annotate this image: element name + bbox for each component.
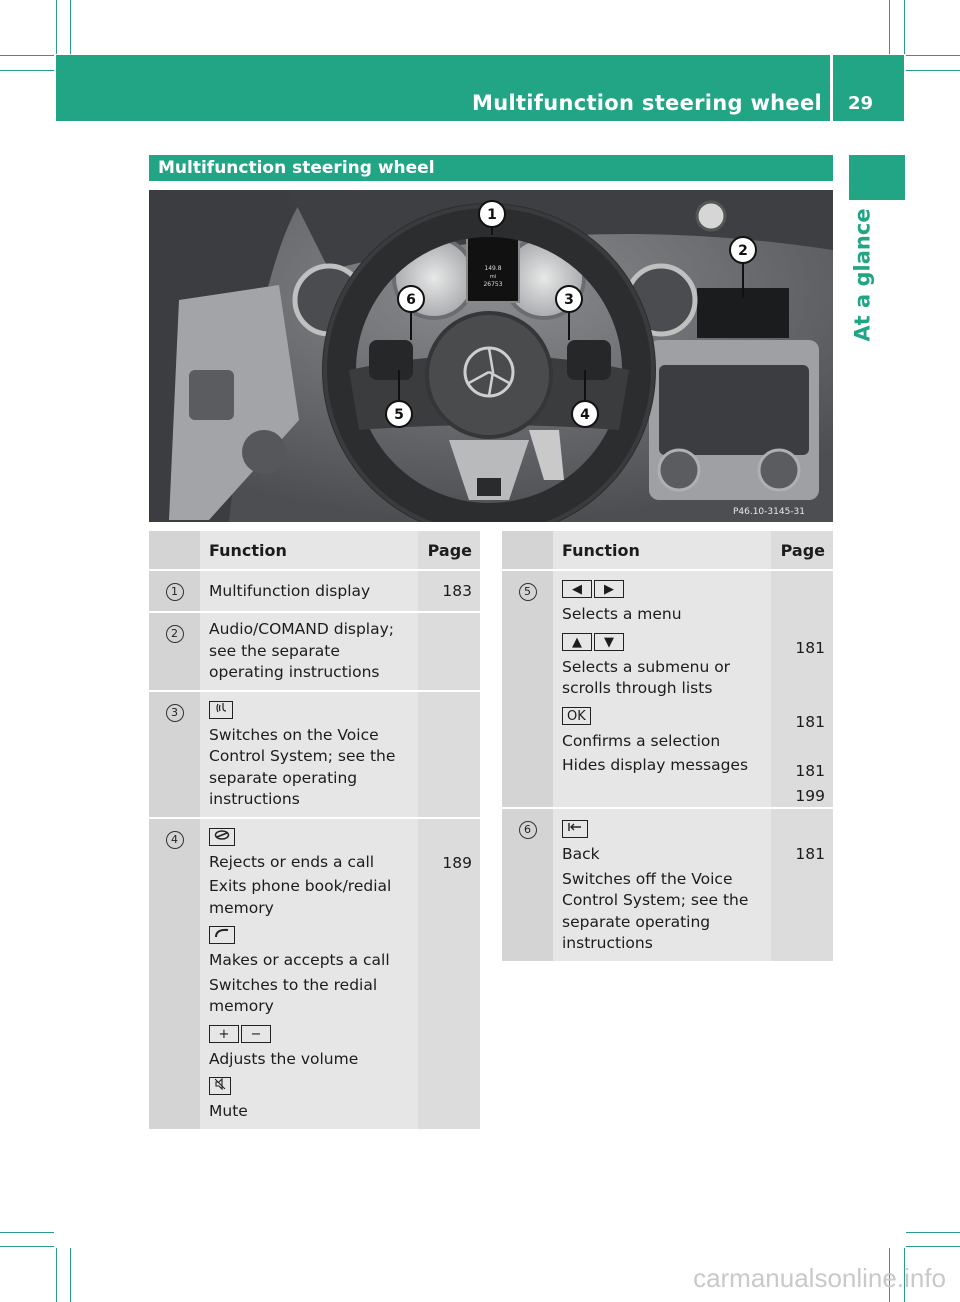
crop-mark (70, 0, 71, 54)
row-number: 5 (519, 583, 537, 601)
callout-5-label: 5 (394, 407, 404, 423)
row-number: 6 (519, 821, 537, 839)
side-tab-label: At a glance (851, 208, 876, 342)
function-text: Multifunction display (209, 582, 371, 600)
crop-mark (0, 1232, 54, 1233)
function-text: Hides display messages (562, 756, 749, 774)
callout-6-label: 6 (406, 292, 416, 308)
crop-mark (889, 0, 890, 54)
right-arrow-key: ▶ (594, 580, 624, 598)
page-ref: 189 (442, 853, 472, 872)
ok-key: OK (562, 707, 591, 725)
header-divider (830, 55, 833, 121)
function-text: Switches off the Voice Control System; see the separate operating instructions (562, 869, 749, 952)
cluster-display-text-1: 149.8 (484, 265, 502, 272)
row-number: 3 (166, 704, 184, 722)
page-header: Page (418, 531, 480, 570)
cluster-display-text-3: 26753 (483, 281, 503, 288)
table-row (149, 818, 480, 1129)
page-ref: 183 (442, 582, 472, 600)
callout-4-label: 4 (580, 407, 590, 423)
function-text: Audio/COMAND display; see the separate operating instructions (209, 620, 394, 681)
down-arrow-key: ▼ (594, 633, 624, 651)
section-title: Multifunction steering wheel (158, 158, 435, 178)
crop-mark (70, 1248, 71, 1302)
function-text: Makes or accepts a call (209, 951, 390, 969)
function-text: Back (562, 845, 600, 863)
volume-up-key: + (209, 1025, 239, 1043)
row-number: 4 (166, 831, 184, 849)
table-row (149, 691, 480, 818)
crop-mark (906, 55, 960, 56)
table-header-row (502, 531, 833, 570)
mute-icon (209, 1077, 231, 1095)
phone-accept-icon (209, 926, 235, 944)
function-header: Function (553, 531, 771, 570)
callout-1-label: 1 (487, 207, 497, 223)
cluster-display-text-2: mi (489, 274, 497, 280)
function-text: Switches on the Voice Control System; see the separate operating instructions (209, 725, 396, 808)
page-ref: 181 (795, 845, 825, 863)
function-text: Switches to the redial memory (209, 975, 378, 1015)
side-tab-marker (849, 155, 905, 200)
crop-mark (904, 0, 905, 54)
page-header: Page (771, 531, 833, 570)
function-table-left (149, 531, 480, 1129)
callout-2-label: 2 (738, 243, 748, 259)
crop-mark (906, 1232, 960, 1233)
crop-mark (0, 1246, 54, 1247)
table-row (149, 612, 480, 691)
up-arrow-key: ▲ (562, 633, 592, 651)
function-text: Exits phone book/redial memory (209, 877, 392, 917)
volume-down-key: − (241, 1025, 271, 1043)
function-text: Rejects or ends a call (209, 852, 375, 871)
function-text: Selects a submenu or scrolls through lists (562, 657, 731, 697)
page-ref: 181 (795, 712, 825, 731)
callout-3-label: 3 (564, 292, 574, 308)
page-ref: 181 (795, 762, 825, 780)
page-ref: 199 (795, 786, 825, 805)
crop-mark (0, 55, 54, 56)
crop-mark (0, 70, 54, 71)
crop-mark (906, 1246, 960, 1247)
page-number: 29 (848, 93, 874, 114)
hang-up-icon (209, 828, 235, 846)
row-number: 2 (166, 625, 184, 643)
steering-wheel-photo (149, 190, 833, 522)
function-text: Selects a menu (562, 605, 682, 623)
page-ref: 181 (795, 639, 825, 657)
voice-control-icon (209, 701, 233, 719)
back-key-icon (562, 820, 588, 838)
table-row (502, 808, 833, 961)
table-header-row (149, 531, 480, 570)
running-header-title: Multifunction steering wheel (472, 91, 822, 115)
function-text: Confirms a selection (562, 731, 721, 750)
function-header: Function (200, 531, 418, 570)
crop-mark (906, 70, 960, 71)
watermark: carmanualsonline.info (693, 1263, 946, 1293)
table-row (502, 570, 833, 808)
image-code: P46.10-3145-31 (732, 507, 806, 517)
crop-mark (56, 0, 57, 54)
table-row (149, 570, 480, 612)
crop-mark (56, 1248, 57, 1302)
function-table-right (502, 531, 833, 961)
function-text: Adjusts the volume (209, 1049, 359, 1068)
row-number: 1 (166, 583, 184, 601)
left-arrow-key: ◀ (562, 580, 592, 598)
function-text: Mute (209, 1102, 248, 1120)
